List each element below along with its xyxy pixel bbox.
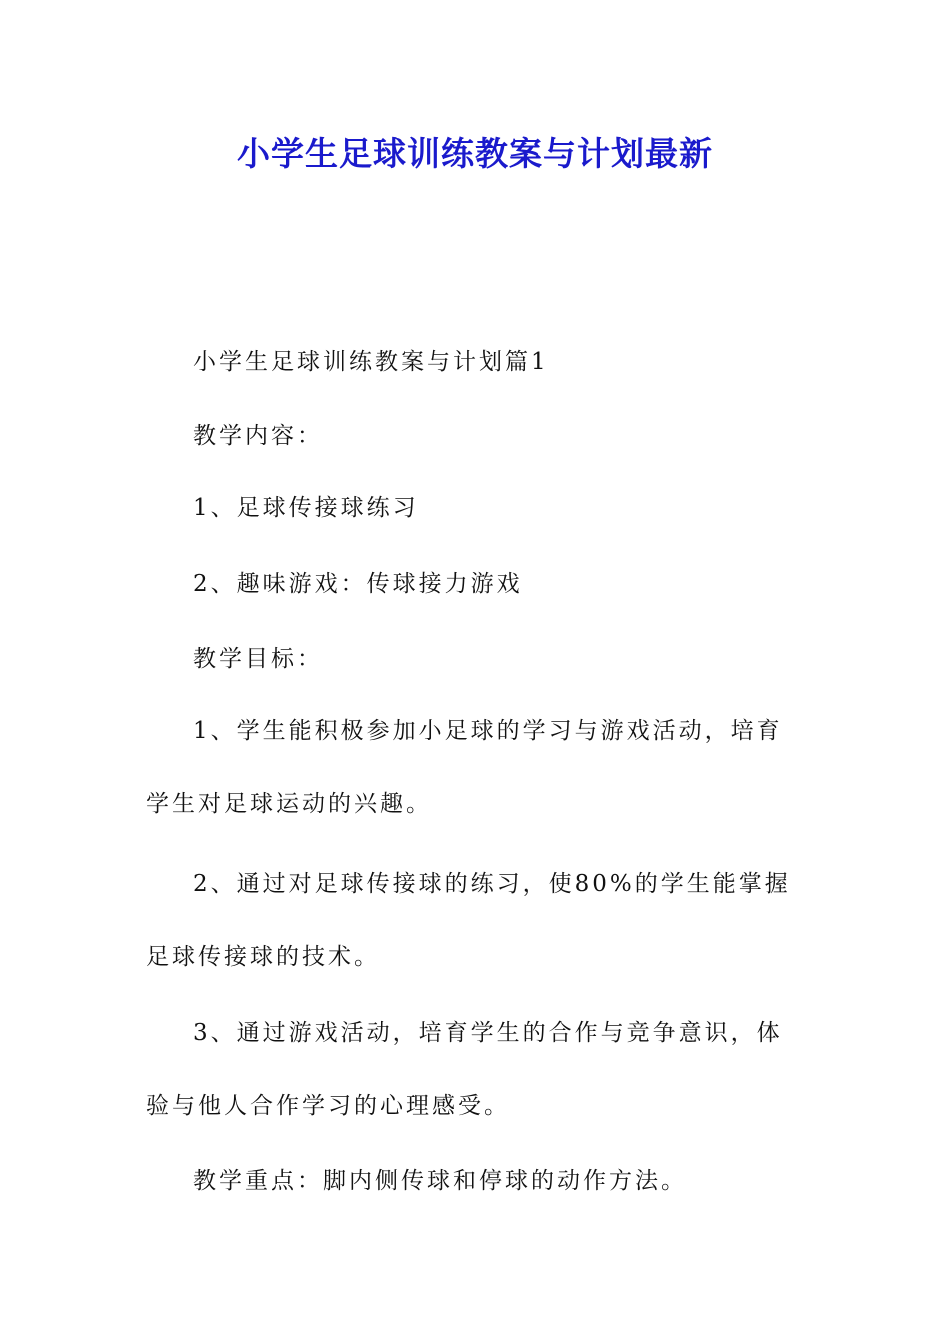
paragraph: 2、趣味游戏：传球接力游戏 <box>193 571 523 597</box>
section-heading: 小学生足球训练教案与计划篇1 <box>193 349 549 375</box>
document-title: 小学生足球训练教案与计划最新 <box>237 134 713 173</box>
paragraph: 2、通过对足球传接球的练习，使80%的学生能掌握足球传接球的技术。 <box>146 871 791 970</box>
paragraph: 1、足球传接球练习 <box>193 495 419 521</box>
paragraph: 1、学生能积极参加小足球的学习与游戏活动，培育学生对足球运动的兴趣。 <box>146 718 783 817</box>
paragraph: 教学目标： <box>193 646 323 672</box>
paragraph: 3、通过游戏活动，培育学生的合作与竞争意识，体验与他人合作学习的心理感受。 <box>146 1020 783 1119</box>
paragraph: 教学内容： <box>193 423 323 449</box>
paragraph: 教学重点：脚内侧传球和停球的动作方法。 <box>193 1168 687 1194</box>
